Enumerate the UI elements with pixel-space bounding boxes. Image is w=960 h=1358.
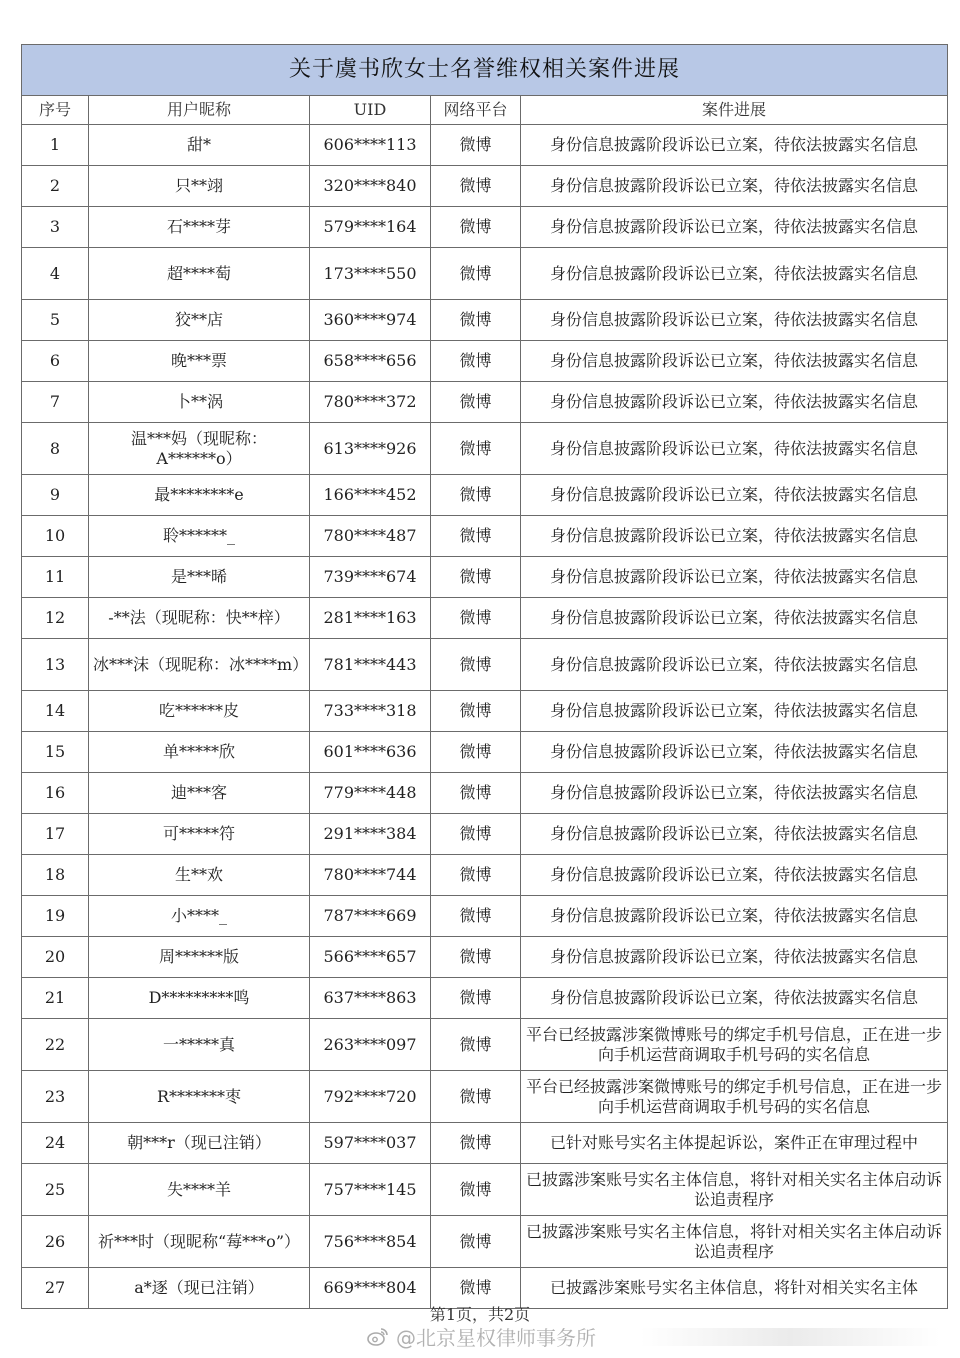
row-nickname: 周******版 xyxy=(89,937,310,978)
table-row xyxy=(22,557,948,598)
row-progress: 身份信息披露阶段诉讼已立案，待依法披露实名信息 xyxy=(521,896,948,937)
row-uid: 780****487 xyxy=(310,516,431,557)
table-row xyxy=(22,639,948,691)
row-nickname: 最********e xyxy=(89,475,310,516)
table-row xyxy=(22,516,948,557)
table-row xyxy=(22,1164,948,1216)
header-nickname: 用户昵称 xyxy=(89,96,310,125)
row-no: 27 xyxy=(22,1268,89,1309)
row-progress: 身份信息披露阶段诉讼已立案，待依法披露实名信息 xyxy=(521,341,948,382)
row-no: 25 xyxy=(22,1164,89,1216)
row-nickname: 聆******_ xyxy=(89,516,310,557)
table-row xyxy=(22,978,948,1019)
row-progress: 身份信息披露阶段诉讼已立案，待依法披露实名信息 xyxy=(521,855,948,896)
page-number: 第1页，共2页 xyxy=(429,1305,531,1324)
row-progress: 已披露涉案账号实名主体信息，将针对相关实名主体启动诉讼追责程序 xyxy=(521,1164,948,1216)
row-platform: 微博 xyxy=(431,1268,521,1309)
row-nickname: 晚***票 xyxy=(89,341,310,382)
row-platform: 微博 xyxy=(431,1123,521,1164)
row-uid: 597****037 xyxy=(310,1123,431,1164)
row-progress: 身份信息披露阶段诉讼已立案，待依法披露实名信息 xyxy=(521,207,948,248)
row-platform: 微博 xyxy=(431,691,521,732)
row-nickname: 生**欢 xyxy=(89,855,310,896)
row-no: 1 xyxy=(22,125,89,166)
row-progress: 身份信息披露阶段诉讼已立案，待依法披露实名信息 xyxy=(521,814,948,855)
header-uid: UID xyxy=(310,96,431,125)
row-no: 15 xyxy=(22,732,89,773)
row-platform: 微博 xyxy=(431,1019,521,1071)
row-uid: 733****318 xyxy=(310,691,431,732)
row-uid: 173****550 xyxy=(310,248,431,300)
row-platform: 微博 xyxy=(431,207,521,248)
row-platform: 微博 xyxy=(431,937,521,978)
row-nickname: a*逐（现已注销） xyxy=(89,1268,310,1309)
row-uid: 566****657 xyxy=(310,937,431,978)
row-nickname: 一*****真 xyxy=(89,1019,310,1071)
row-uid: 263****097 xyxy=(310,1019,431,1071)
row-no: 2 xyxy=(22,166,89,207)
table-row xyxy=(22,341,948,382)
table-title: 关于虞书欣女士名誉维权相关案件进展 xyxy=(22,45,948,96)
table-row xyxy=(22,382,948,423)
row-nickname: D*********鸣 xyxy=(89,978,310,1019)
row-platform: 微博 xyxy=(431,341,521,382)
row-nickname: 卜**涡 xyxy=(89,382,310,423)
row-no: 8 xyxy=(22,423,89,475)
row-nickname: 朝***r（现已注销） xyxy=(89,1123,310,1164)
table-row xyxy=(22,423,948,475)
table-row xyxy=(22,691,948,732)
row-uid: 658****656 xyxy=(310,341,431,382)
row-platform: 微博 xyxy=(431,1216,521,1268)
table-row xyxy=(22,814,948,855)
row-platform: 微博 xyxy=(431,423,521,475)
table-row xyxy=(22,1071,948,1123)
row-progress: 身份信息披露阶段诉讼已立案，待依法披露实名信息 xyxy=(521,248,948,300)
row-progress: 身份信息披露阶段诉讼已立案，待依法披露实名信息 xyxy=(521,773,948,814)
row-nickname: 甜* xyxy=(89,125,310,166)
row-platform: 微博 xyxy=(431,248,521,300)
row-uid: 613****926 xyxy=(310,423,431,475)
row-uid: 360****974 xyxy=(310,300,431,341)
row-uid: 320****840 xyxy=(310,166,431,207)
row-uid: 166****452 xyxy=(310,475,431,516)
row-progress: 身份信息披露阶段诉讼已立案，待依法披露实名信息 xyxy=(521,423,948,475)
row-nickname: 单*****欣 xyxy=(89,732,310,773)
row-no: 7 xyxy=(22,382,89,423)
row-no: 23 xyxy=(22,1071,89,1123)
table-row xyxy=(22,300,948,341)
row-progress: 身份信息披露阶段诉讼已立案，待依法披露实名信息 xyxy=(521,732,948,773)
row-progress: 身份信息披露阶段诉讼已立案，待依法披露实名信息 xyxy=(521,125,948,166)
watermark-text: @北京星权律师事务所 xyxy=(396,1326,596,1350)
row-uid: 601****636 xyxy=(310,732,431,773)
row-platform: 微博 xyxy=(431,855,521,896)
row-nickname: 只**翊 xyxy=(89,166,310,207)
row-nickname: 冰***沫（现昵称：冰****m） xyxy=(89,639,310,691)
table-row xyxy=(22,125,948,166)
row-progress: 身份信息披露阶段诉讼已立案，待依法披露实名信息 xyxy=(521,382,948,423)
row-platform: 微博 xyxy=(431,125,521,166)
row-nickname: 狡**店 xyxy=(89,300,310,341)
row-uid: 291****384 xyxy=(310,814,431,855)
header-no: 序号 xyxy=(22,96,89,125)
row-no: 16 xyxy=(22,773,89,814)
row-no: 6 xyxy=(22,341,89,382)
row-nickname: 温***妈（现昵称：A******o） xyxy=(89,423,310,475)
row-uid: 787****669 xyxy=(310,896,431,937)
row-progress: 身份信息披露阶段诉讼已立案，待依法披露实名信息 xyxy=(521,937,948,978)
row-uid: 579****164 xyxy=(310,207,431,248)
row-platform: 微博 xyxy=(431,732,521,773)
row-uid: 781****443 xyxy=(310,639,431,691)
row-no: 19 xyxy=(22,896,89,937)
row-progress: 身份信息披露阶段诉讼已立案，待依法披露实名信息 xyxy=(521,978,948,1019)
row-no: 5 xyxy=(22,300,89,341)
row-nickname: 超****萄 xyxy=(89,248,310,300)
watermark-blur xyxy=(640,1328,940,1346)
row-nickname: -**法（现昵称：快**梓） xyxy=(89,598,310,639)
table-row xyxy=(22,1123,948,1164)
row-platform: 微博 xyxy=(431,516,521,557)
header-progress: 案件进展 xyxy=(521,96,948,125)
row-uid: 780****744 xyxy=(310,855,431,896)
row-no: 11 xyxy=(22,557,89,598)
row-platform: 微博 xyxy=(431,475,521,516)
row-platform: 微博 xyxy=(431,978,521,1019)
row-uid: 669****804 xyxy=(310,1268,431,1309)
row-no: 4 xyxy=(22,248,89,300)
row-progress: 身份信息披露阶段诉讼已立案，待依法披露实名信息 xyxy=(521,639,948,691)
row-platform: 微博 xyxy=(431,598,521,639)
row-platform: 微博 xyxy=(431,382,521,423)
table-row xyxy=(22,598,948,639)
row-progress: 身份信息披露阶段诉讼已立案，待依法披露实名信息 xyxy=(521,598,948,639)
case-progress-table xyxy=(21,44,948,1309)
row-no: 9 xyxy=(22,475,89,516)
row-no: 18 xyxy=(22,855,89,896)
row-no: 3 xyxy=(22,207,89,248)
table-body xyxy=(22,125,948,1309)
row-no: 26 xyxy=(22,1216,89,1268)
row-progress: 身份信息披露阶段诉讼已立案，待依法披露实名信息 xyxy=(521,166,948,207)
row-platform: 微博 xyxy=(431,557,521,598)
row-progress: 身份信息披露阶段诉讼已立案，待依法披露实名信息 xyxy=(521,475,948,516)
row-no: 14 xyxy=(22,691,89,732)
row-uid: 757****145 xyxy=(310,1164,431,1216)
row-platform: 微博 xyxy=(431,300,521,341)
table-row xyxy=(22,207,948,248)
row-platform: 微博 xyxy=(431,896,521,937)
table-row xyxy=(22,248,948,300)
table-row xyxy=(22,773,948,814)
row-uid: 756****854 xyxy=(310,1216,431,1268)
row-no: 10 xyxy=(22,516,89,557)
row-progress: 身份信息披露阶段诉讼已立案，待依法披露实名信息 xyxy=(521,300,948,341)
row-no: 22 xyxy=(22,1019,89,1071)
row-uid: 637****863 xyxy=(310,978,431,1019)
row-progress: 已披露涉案账号实名主体信息，将针对相关实名主体 xyxy=(521,1268,948,1309)
row-platform: 微博 xyxy=(431,639,521,691)
row-nickname: 吃******皮 xyxy=(89,691,310,732)
row-progress: 身份信息披露阶段诉讼已立案，待依法披露实名信息 xyxy=(521,516,948,557)
table-row xyxy=(22,1216,948,1268)
row-uid: 606****113 xyxy=(310,125,431,166)
header-platform: 网络平台 xyxy=(431,96,521,125)
row-uid: 779****448 xyxy=(310,773,431,814)
row-progress: 已披露涉案账号实名主体信息，将针对相关实名主体启动诉讼追责程序 xyxy=(521,1216,948,1268)
table-row xyxy=(22,1019,948,1071)
table-row xyxy=(22,732,948,773)
row-nickname: 迪***客 xyxy=(89,773,310,814)
row-nickname: 可*****符 xyxy=(89,814,310,855)
table-row xyxy=(22,855,948,896)
row-progress: 身份信息披露阶段诉讼已立案，待依法披露实名信息 xyxy=(521,557,948,598)
row-progress: 平台已经披露涉案微博账号的绑定手机号信息，正在进一步向手机运营商调取手机号码的实名信息 xyxy=(521,1071,948,1123)
row-no: 17 xyxy=(22,814,89,855)
row-nickname: 石****芽 xyxy=(89,207,310,248)
row-progress: 已针对账号实名主体提起诉讼，案件正在审理过程中 xyxy=(521,1123,948,1164)
table-row xyxy=(22,166,948,207)
row-nickname: 是***晞 xyxy=(89,557,310,598)
watermark xyxy=(366,1322,596,1351)
header-row xyxy=(22,96,948,125)
row-platform: 微博 xyxy=(431,814,521,855)
document-page xyxy=(21,44,947,1309)
row-uid: 792****720 xyxy=(310,1071,431,1123)
row-uid: 281****163 xyxy=(310,598,431,639)
weibo-logo-icon xyxy=(366,1325,390,1349)
row-platform: 微博 xyxy=(431,773,521,814)
row-no: 21 xyxy=(22,978,89,1019)
row-no: 12 xyxy=(22,598,89,639)
row-progress: 平台已经披露涉案微博账号的绑定手机号信息，正在进一步向手机运营商调取手机号码的实名信息 xyxy=(521,1019,948,1071)
table-row xyxy=(22,896,948,937)
row-platform: 微博 xyxy=(431,1164,521,1216)
row-no: 20 xyxy=(22,937,89,978)
row-progress: 身份信息披露阶段诉讼已立案，待依法披露实名信息 xyxy=(521,691,948,732)
row-uid: 780****372 xyxy=(310,382,431,423)
row-platform: 微博 xyxy=(431,1071,521,1123)
row-nickname: 祈***时（现昵称“莓***o”） xyxy=(89,1216,310,1268)
table-row xyxy=(22,475,948,516)
row-nickname: 失****羊 xyxy=(89,1164,310,1216)
row-no: 13 xyxy=(22,639,89,691)
title-row xyxy=(22,45,948,96)
row-no: 24 xyxy=(22,1123,89,1164)
row-nickname: R*******枣 xyxy=(89,1071,310,1123)
table-row xyxy=(22,937,948,978)
row-nickname: 小****_ xyxy=(89,896,310,937)
row-platform: 微博 xyxy=(431,166,521,207)
row-uid: 739****674 xyxy=(310,557,431,598)
